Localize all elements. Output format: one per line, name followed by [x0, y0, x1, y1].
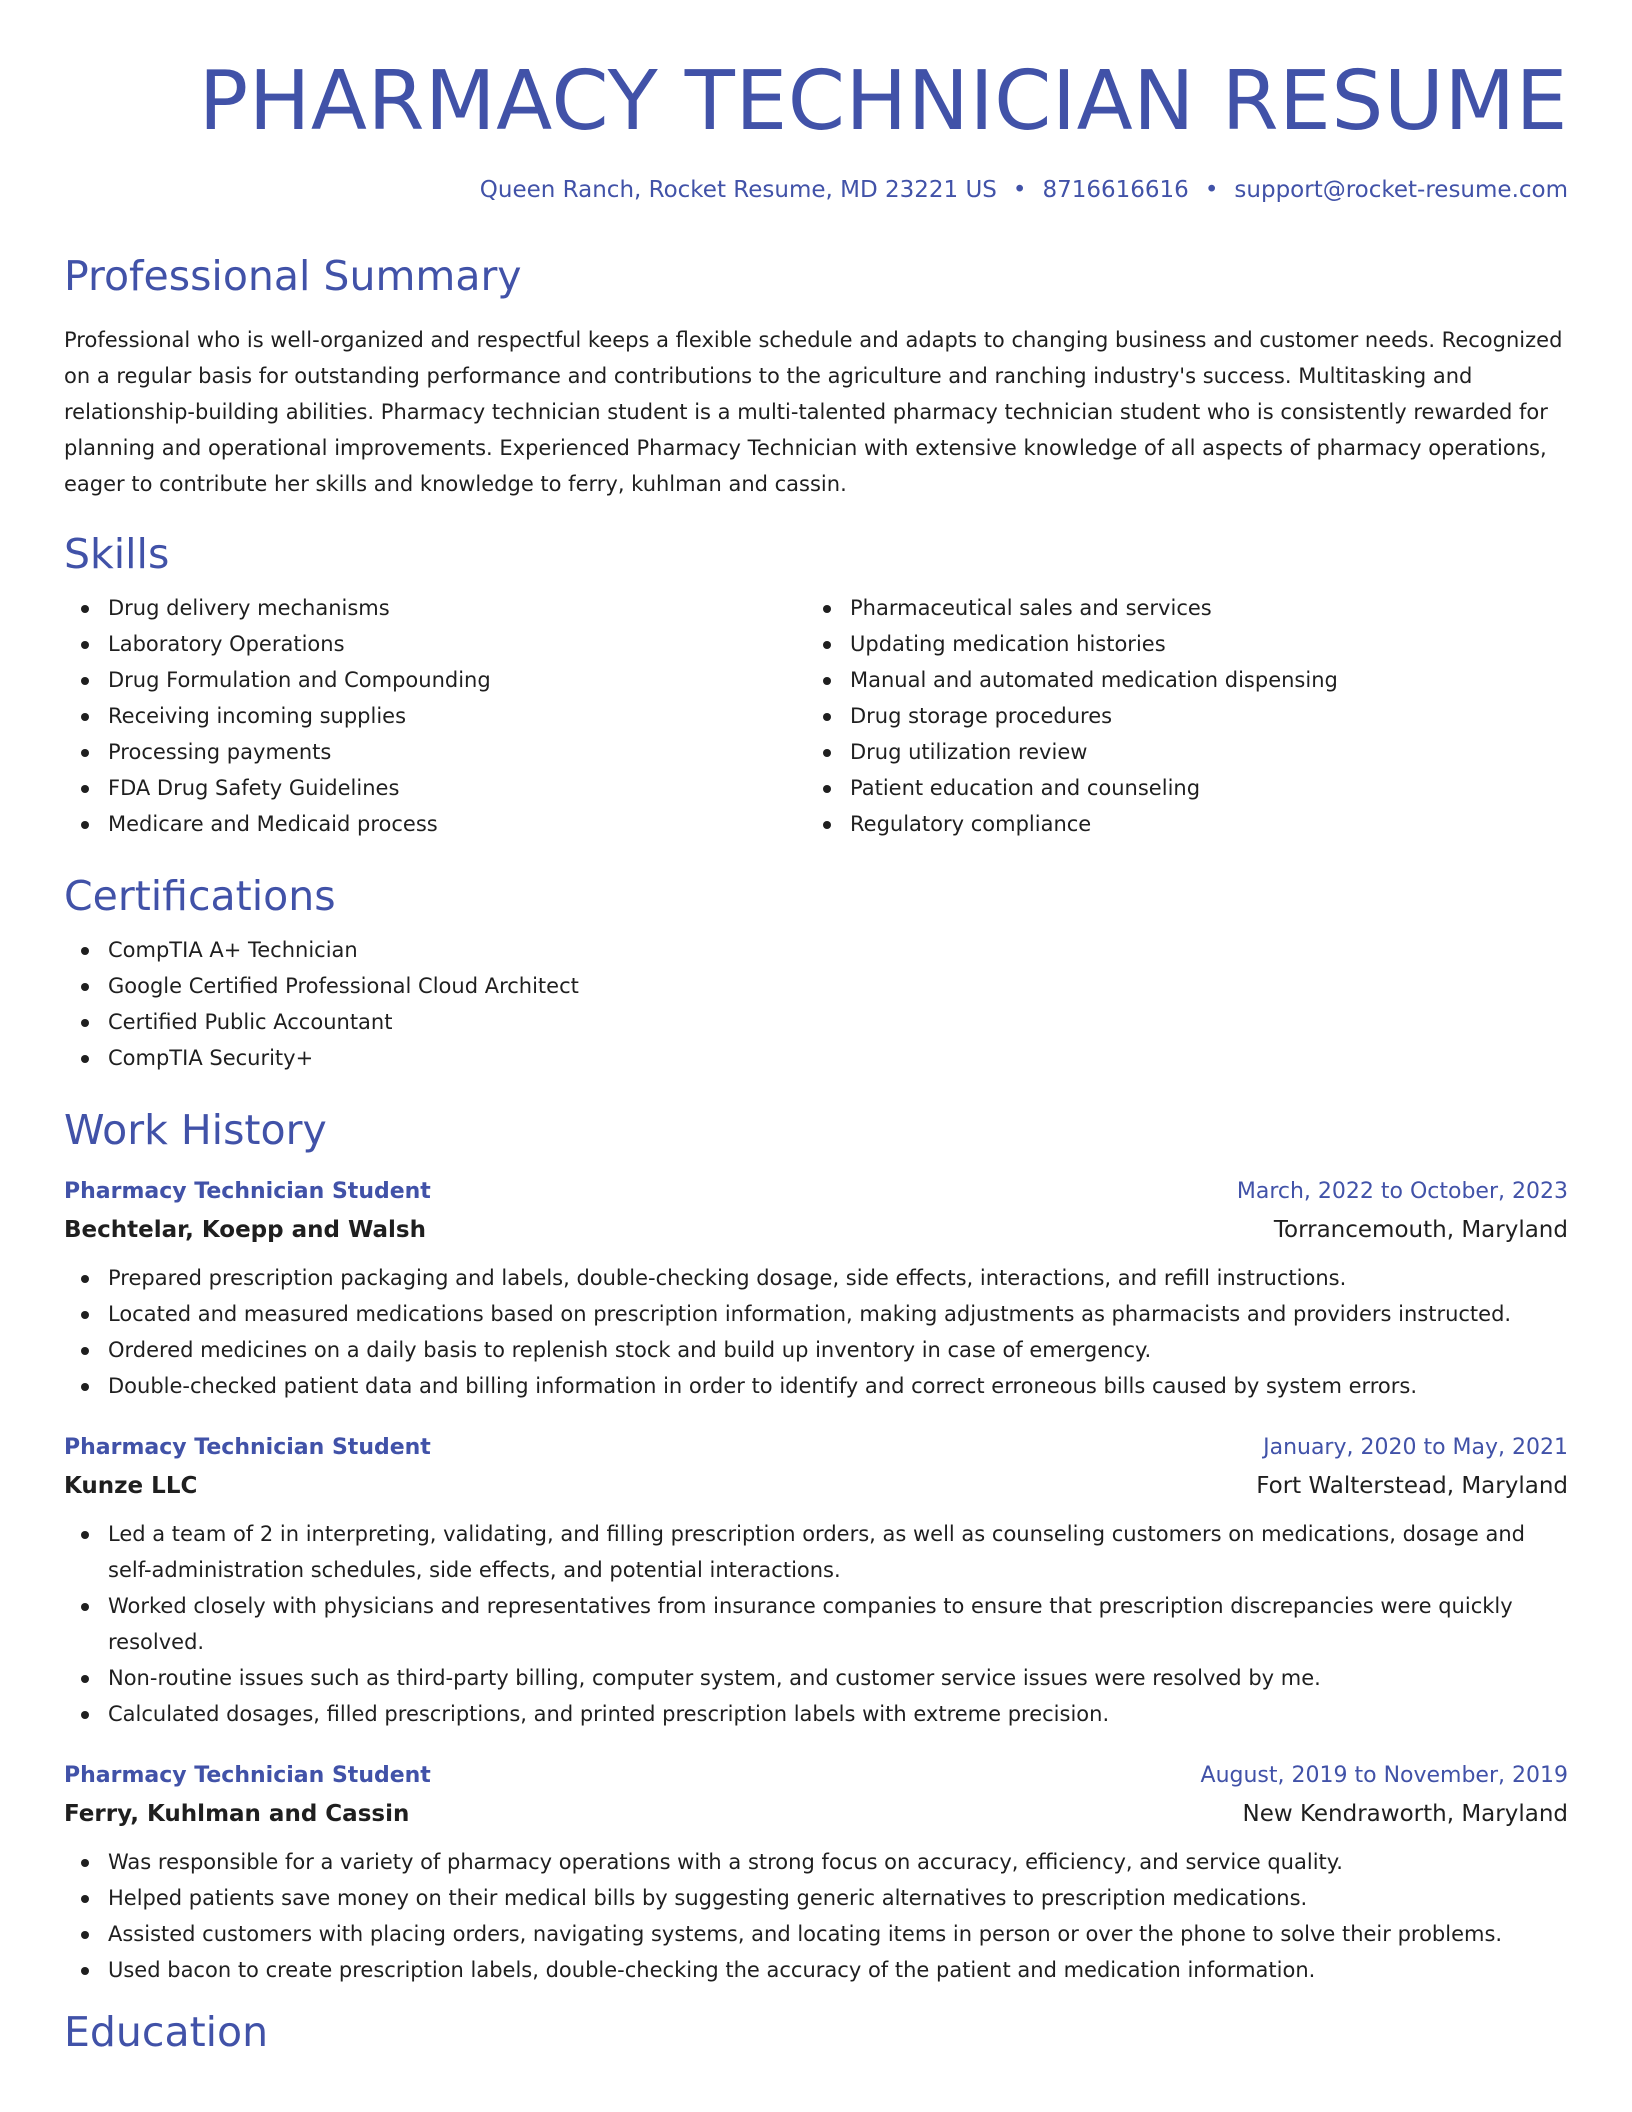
- skill-item: Laboratory Operations: [64, 626, 806, 662]
- job-entry: [64, 1174, 1568, 1404]
- job-duties-list: [64, 1260, 1568, 1404]
- resume-page: [64, 0, 1568, 2058]
- skill-item: Medicare and Medicaid process: [64, 806, 806, 842]
- job-duty-item: Calculated dosages, filled prescriptions, and printed prescription labels with extreme precision.: [64, 1696, 1568, 1732]
- job-title: Pharmacy Technician Student: [64, 1435, 431, 1460]
- job-duty-item: Assisted customers with placing orders, navigating systems, and locating items in person or over the phone to solve their problems.: [64, 1916, 1568, 1952]
- summary-text: Professional who is well-organized and respectful keeps a flexible schedule and adapts to changing business and customer needs. Recognized on a regular basis for outstanding performance and contributions to the agriculture and ranching industry's success. Multitasking and relationship-building abilities. Pharmacy technician student is a multi-talented pharmacy technician student who is consistently rewarded for planning and operational improvements. Experienced Pharmacy Technician with extensive knowledge of all aspects of pharmacy operations, eager to contribute her skills and knowledge to ferry, kuhlman and cassin.: [64, 328, 1563, 496]
- skill-item: Manual and automated medication dispensing: [806, 662, 1548, 698]
- job-duty-item: Double-checked patient data and billing information in order to identify and correct erroneous bills caused by system errors.: [64, 1368, 1568, 1404]
- job-location: Fort Walterstead, Maryland: [1256, 1473, 1568, 1499]
- job-dates: March, 2022 to October, 2023: [1236, 1179, 1568, 1204]
- job-duties-list: [64, 1516, 1568, 1732]
- job-company-row: [64, 1210, 1568, 1250]
- job-duties-list: [64, 1844, 1568, 1988]
- contact-address: Queen Ranch, Rocket Resume, MD 23221 US: [479, 177, 997, 203]
- job-duty-item: Located and measured medications based on prescription information, making adjustments as pharmacists and providers instructed.: [64, 1296, 1568, 1332]
- job-company: Bechtelar, Koepp and Walsh: [64, 1217, 426, 1243]
- certifications-heading: Certifications: [64, 872, 336, 920]
- skills-heading: Skills: [64, 530, 170, 578]
- education-section: [64, 2006, 1568, 2058]
- job-duty-item: Helped patients save money on their medical bills by suggesting generic alternatives to prescription medications.: [64, 1880, 1568, 1916]
- contact-phone: 8716616616: [1042, 177, 1189, 203]
- skill-item: Drug Formulation and Compounding: [64, 662, 806, 698]
- job-header-row: [64, 1174, 1568, 1210]
- job-company-row: [64, 1794, 1568, 1834]
- certification-item: CompTIA Security+: [64, 1040, 1568, 1076]
- job-header-row: [64, 1430, 1568, 1466]
- resume-title: PHARMACY TECHNICIAN RESUME: [198, 54, 1568, 149]
- skill-item: Pharmaceutical sales and services: [806, 590, 1548, 626]
- skill-item: Drug storage procedures: [806, 698, 1548, 734]
- job-entry: [64, 1430, 1568, 1732]
- skill-item: Updating medication histories: [806, 626, 1548, 662]
- job-company: Kunze LLC: [64, 1473, 198, 1499]
- job-dates: January, 2020 to May, 2021: [1263, 1435, 1568, 1460]
- skill-item: Receiving incoming supplies: [64, 698, 806, 734]
- job-duty-item: Used bacon to create prescription labels, double-checking the accuracy of the patient and medication information.: [64, 1952, 1568, 1988]
- skills-section: [64, 528, 1568, 842]
- contact-email[interactable]: support@rocket-resume.com: [1234, 177, 1568, 203]
- job-location: New Kendraworth, Maryland: [1242, 1801, 1568, 1827]
- job-duty-item: Non-routine issues such as third-party billing, computer system, and customer service issues were resolved by me.: [64, 1660, 1568, 1696]
- summary-section: [64, 250, 1568, 502]
- contact-separator: •: [1204, 177, 1219, 203]
- contact-line: [64, 174, 1568, 206]
- certification-item: Certified Public Accountant: [64, 1004, 1568, 1040]
- certifications-list: [64, 932, 1568, 1076]
- skill-item: Regulatory compliance: [806, 806, 1548, 842]
- job-entry: [64, 1758, 1568, 1988]
- work-history-section: [64, 1104, 1568, 1988]
- job-duty-item: Prepared prescription packaging and labels, double-checking dosage, side effects, interactions, and refill instructions.: [64, 1260, 1568, 1296]
- job-dates: August, 2019 to November, 2019: [1200, 1763, 1568, 1788]
- skill-item: Processing payments: [64, 734, 806, 770]
- skill-item: Patient education and counseling: [806, 770, 1548, 806]
- skill-item: Drug delivery mechanisms: [64, 590, 806, 626]
- work-history-heading: Work History: [64, 1106, 327, 1154]
- job-duty-item: Was responsible for a variety of pharmacy operations with a strong focus on accuracy, efficiency, and service quality.: [64, 1844, 1568, 1880]
- certifications-section: [64, 870, 1568, 1076]
- job-duty-item: Led a team of 2 in interpreting, validating, and filling prescription orders, as well as counseling customers on medications, dosage and self-administration schedules, side effects, and potential interactions.: [64, 1516, 1568, 1588]
- skills-grid: [64, 590, 1568, 842]
- job-duty-item: Ordered medicines on a daily basis to replenish stock and build up inventory in case of emergency.: [64, 1332, 1568, 1368]
- summary-heading: Professional Summary: [64, 252, 522, 300]
- skill-item: Drug utilization review: [806, 734, 1548, 770]
- job-title: Pharmacy Technician Student: [64, 1763, 431, 1788]
- certification-item: CompTIA A+ Technician: [64, 932, 1568, 968]
- education-heading: Education: [64, 2008, 269, 2056]
- job-duty-item: Worked closely with physicians and representatives from insurance companies to ensure that prescription discrepancies were quickly resolved.: [64, 1588, 1568, 1660]
- skill-item: FDA Drug Safety Guidelines: [64, 770, 806, 806]
- certification-item: Google Certified Professional Cloud Architect: [64, 968, 1568, 1004]
- job-title: Pharmacy Technician Student: [64, 1179, 431, 1204]
- job-company-row: [64, 1466, 1568, 1506]
- contact-separator: •: [1012, 177, 1027, 203]
- job-company: Ferry, Kuhlman and Cassin: [64, 1801, 410, 1827]
- skills-list-right: [806, 590, 1548, 842]
- job-header-row: [64, 1758, 1568, 1794]
- job-location: Torrancemouth, Maryland: [1273, 1217, 1568, 1243]
- skills-list-left: [64, 590, 806, 842]
